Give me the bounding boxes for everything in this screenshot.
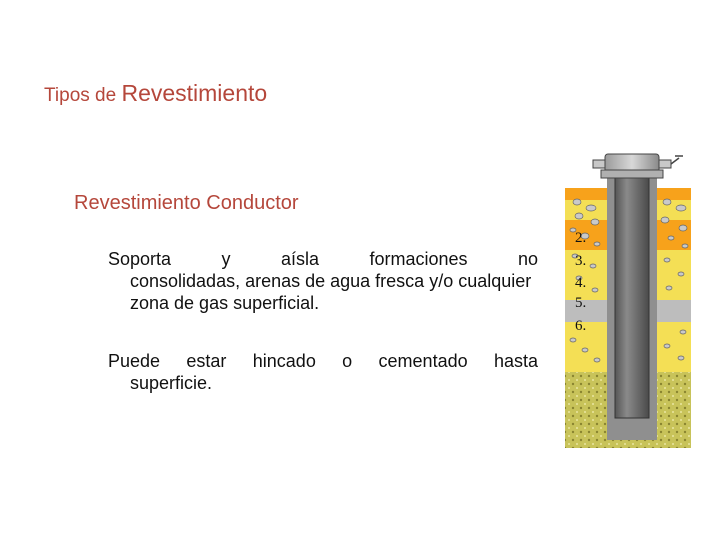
section-subtitle: Revestimiento Conductor [74, 192, 299, 214]
label-6: 6. [575, 318, 587, 334]
label-2: 2. [575, 230, 587, 246]
bullet-item [108, 248, 538, 314]
bullet-item [108, 350, 538, 394]
diagram-labels [575, 230, 586, 334]
slide-title-part1: Tipos de [44, 85, 122, 106]
well-casing-diagram [555, 150, 695, 450]
label-3: 3. [575, 253, 587, 269]
slide-title [44, 80, 267, 107]
wellhead [593, 154, 683, 178]
conductor-casing [615, 175, 649, 418]
bullet-continuation: superficie. [130, 373, 213, 393]
label-4: 4. [575, 275, 587, 291]
label-5: 5. [575, 295, 587, 311]
slide-title-part2: Revestimiento [121, 80, 268, 106]
bullet-first-line: Soporta y aísla formaciones no [108, 249, 538, 269]
bullet-first-line: Puede estar hincado o cementado hasta [108, 351, 538, 371]
bullet-continuation: consolidadas, arenas de agua fresca y/o cualquier zona de gas superficial. [130, 271, 532, 313]
